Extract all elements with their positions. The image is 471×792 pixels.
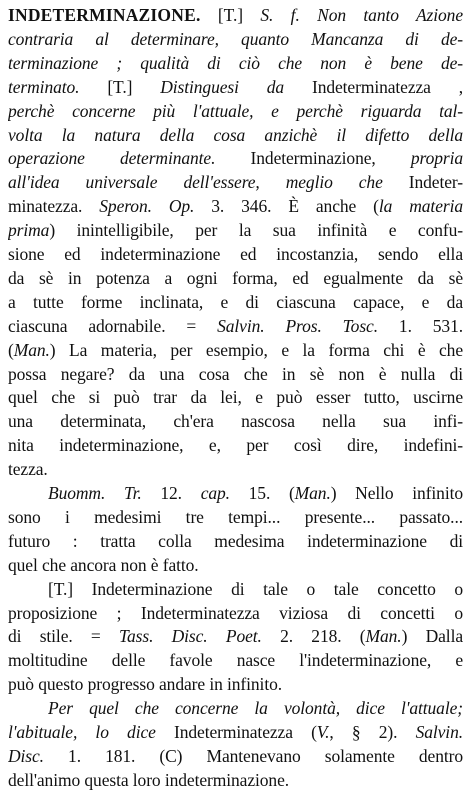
- text-segment: operazione determinante.: [8, 148, 216, 169]
- text-line: [8, 242, 463, 266]
- text-segment: Per quel che concerne la volontà, dice l'attuale;: [48, 698, 463, 719]
- text-segment: da sè in potenza a ogni forma, ed egualmente da sè: [8, 267, 463, 288]
- text-segment: sione ed indeterminazione ed incostanzia, sendo ella: [8, 244, 463, 264]
- text-segment: Indeterminatezza ,: [284, 76, 463, 97]
- text-segment: Disc.: [8, 745, 44, 766]
- text-segment: futuro : tratta colla medesima indeterminazione di: [8, 530, 463, 551]
- text-line: [8, 457, 48, 481]
- text-segment: [T.]: [200, 5, 261, 25]
- text-line: [8, 338, 463, 362]
- text-segment: V.: [316, 722, 330, 742]
- text-line: [8, 505, 463, 529]
- text-segment: prima: [8, 220, 50, 241]
- text-segment: minatezza.: [8, 196, 100, 217]
- text-segment: S. f. Non tanto Azione: [260, 5, 463, 25]
- text-line: [8, 385, 463, 409]
- text-segment: Distinguesi da: [160, 76, 285, 97]
- text-segment: quel che si può trar da lei, e può esser tutto, uscirne: [8, 387, 463, 408]
- text-line: [8, 648, 463, 672]
- text-segment: moltitudine delle favole nasce l'indeterminazione, e: [8, 650, 463, 671]
- text-segment: tezza.: [8, 459, 48, 480]
- text-segment: Salvin. Pros. Tosc.: [217, 315, 378, 336]
- text-segment: Man.: [365, 626, 402, 647]
- text-line: [8, 3, 463, 27]
- text-segment: può questo progresso andare in infinito.: [8, 674, 283, 695]
- text-line: [8, 290, 463, 314]
- text-line: [8, 218, 463, 242]
- text-segment: volta la natura della cosa anzichè il difetto della: [8, 124, 463, 145]
- text-line: [8, 99, 463, 123]
- text-segment: 12.: [141, 483, 201, 503]
- text-segment: propria: [410, 148, 463, 169]
- text-segment: 1. 531.: [378, 315, 463, 336]
- text-segment: sono i medesimi tre tempi... presente... passato...: [8, 506, 463, 527]
- text-line: [8, 170, 463, 194]
- text-line: [8, 744, 463, 768]
- text-segment: possa negare? da una cosa che in sè non è nulla di: [8, 363, 463, 384]
- text-line: [8, 75, 463, 99]
- text-segment: proposizione ; Indeterminatezza viziosa di concetti o: [8, 602, 463, 623]
- text-line: [8, 362, 463, 386]
- text-line: [8, 266, 463, 290]
- text-segment: terminato.: [8, 76, 80, 97]
- text-segment: una determinata, ch'era nascosa nella sua infi-: [8, 411, 463, 432]
- text-segment: , § 2).: [329, 722, 416, 742]
- text-segment: Indeter-: [382, 172, 463, 193]
- text-line: [8, 123, 463, 147]
- text-segment: di stile. =: [8, 626, 119, 647]
- text-segment: nita indeterminazione, e, per così dire, indefini-: [8, 435, 463, 456]
- text-segment: Man.: [294, 483, 331, 503]
- text-segment: quel che ancora non è fatto.: [8, 554, 199, 575]
- text-segment: terminazione ; qualità di ciò che non è bene de-: [8, 52, 463, 73]
- text-segment: ) Nello infinito: [330, 483, 463, 503]
- text-segment: a tutte forme inclinata, e di ciascuna capace, e da: [8, 291, 463, 312]
- text-line: [8, 529, 463, 553]
- text-line: [8, 601, 463, 625]
- text-segment: Salvin.: [415, 722, 463, 742]
- text-segment: ) Dalla: [401, 626, 463, 647]
- text-segment: 3. 346. È anche (: [194, 196, 379, 217]
- text-segment: [T.]: [79, 76, 161, 97]
- text-line: [48, 696, 463, 720]
- text-segment: all'idea universale dell'essere, meglio che: [8, 172, 383, 193]
- text-segment: l'abituale, lo dice: [8, 722, 156, 742]
- text-line: [8, 194, 463, 218]
- text-segment: [T.] Indeterminazione di tale o tale concetto o: [48, 578, 463, 599]
- text-line: [8, 672, 282, 696]
- text-line: [48, 481, 463, 505]
- text-line: [8, 433, 463, 457]
- headword: INDETERMINAZIONE.: [8, 5, 201, 25]
- text-segment: la materia: [378, 196, 463, 217]
- text-segment: Indeterminatezza (: [155, 722, 317, 742]
- text-segment: perchè concerne più l'attuale, e perchè riguarda tal-: [8, 100, 463, 121]
- text-segment: (: [8, 339, 14, 360]
- text-segment: 2. 218. (: [261, 626, 366, 647]
- text-segment: cap.: [200, 483, 230, 503]
- text-line: [8, 720, 463, 744]
- text-segment: 1. 181. (C) Mantenevano solamente dentro: [43, 745, 463, 766]
- text-segment: Buomm. Tr.: [48, 483, 142, 503]
- text-line: [8, 553, 199, 577]
- text-segment: 15. (: [229, 483, 295, 503]
- text-line: [8, 409, 463, 433]
- text-line: [8, 624, 463, 648]
- text-line: [8, 768, 289, 792]
- text-line: [48, 577, 463, 601]
- text-segment: Indeterminazione,: [215, 148, 411, 169]
- text-line: [8, 146, 463, 170]
- text-segment: ciascuna adornabile. =: [8, 315, 218, 336]
- text-segment: dell'animo questa loro indeterminazione.: [8, 769, 290, 790]
- text-segment: Man.: [13, 339, 50, 360]
- text-line: [8, 51, 463, 75]
- text-line: [8, 314, 463, 338]
- text-segment: contraria al determinare, quanto Mancanza di de-: [8, 28, 463, 49]
- text-segment: Tass. Disc. Poet.: [118, 626, 262, 647]
- text-segment: ) inintelligibile, per la sua infinità e confu-: [49, 220, 463, 241]
- text-line: [8, 27, 463, 51]
- text-segment: Speron. Op.: [99, 196, 195, 217]
- text-segment: ) La materia, per esempio, e la forma chi è che: [49, 339, 463, 360]
